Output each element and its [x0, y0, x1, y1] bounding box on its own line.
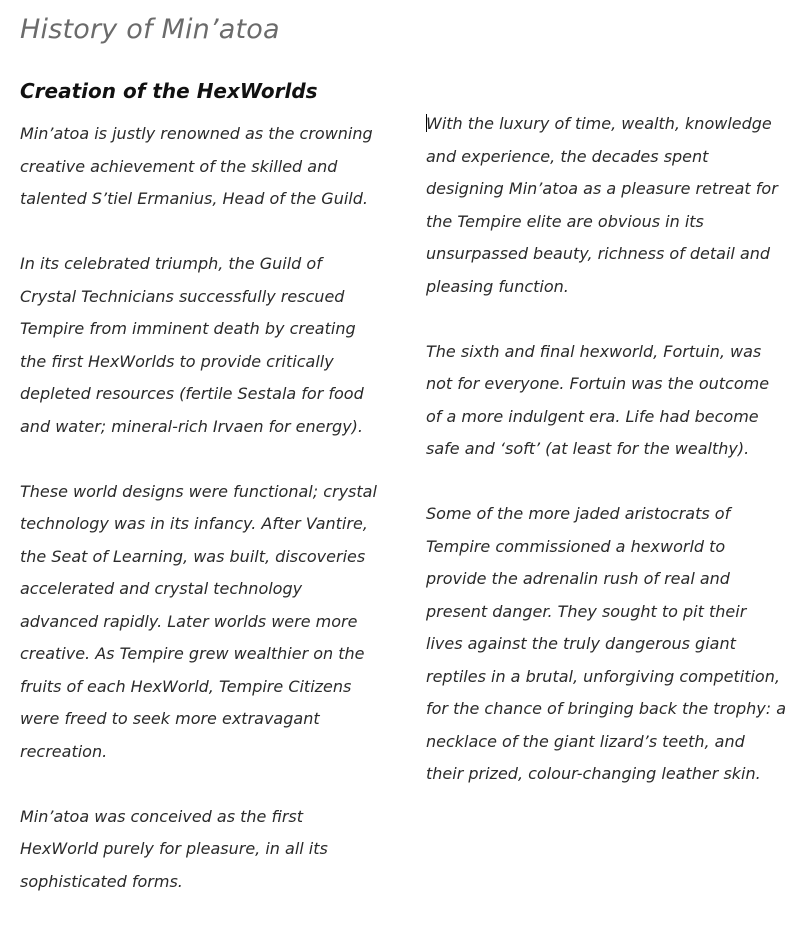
- paragraph[interactable]: The sixth and final hexworld, Fortuin, was not for everyone. Fortuin was the outcome of a more indulgent era. Life had become safe and ‘soft’ (at least for the wealthy).: [426, 341, 770, 458]
- section-heading: Creation of the HexWorlds: [20, 79, 318, 103]
- paragraph[interactable]: These world designs were functional; crystal technology was in its infancy. After Vantire, the Seat of Learning, was built, discoveries accelerated and crystal technology advanced rapidly. Later worlds were more creative. As Tempire grew wealthier on the fruits of each HexWorld, Tempire Citizens were freed to seek more extravagant recreation.: [20, 481, 377, 761]
- paragraph[interactable]: Min’atoa is justly renowned as the crowning creative achievement of the skilled and talented S’tiel Ermanius, Head of the Guild.: [20, 124, 373, 208]
- paragraph-text[interactable]: With the luxury of time, wealth, knowledge and experience, the decades spent designing Min’atoa as a pleasure retreat for the Tempire elite are obvious in its unsurpassed beauty, richness of detail and pleasing function.: [426, 114, 778, 296]
- left-text-column: [20, 118, 380, 931]
- document-title: History of Min’atoa: [20, 14, 280, 45]
- paragraph-with-cursor[interactable]: [426, 108, 786, 303]
- paragraph[interactable]: In its celebrated triumph, the Guild of Crystal Technicians successfully rescued Tempire from imminent death by creating the first HexWorlds to provide critically depleted resources (fertile Sestala for food and water; mineral-rich Irvaen for energy).: [20, 254, 364, 436]
- paragraph[interactable]: Some of the more jaded aristocrats of Tempire commissioned a hexworld to provide the adrenalin rush of real and present danger. They sought to pit their lives against the truly dangerous giant reptiles in a brutal, unforgiving competition, for the chance of bringing back the trophy: a necklace of the giant lizard’s teeth, and their prized, colour-changing leather skin.: [426, 504, 786, 783]
- right-text-column: [426, 108, 786, 823]
- paragraph[interactable]: Min’atoa was conceived as the first HexWorld purely for pleasure, in all its sophisticated forms.: [20, 806, 328, 891]
